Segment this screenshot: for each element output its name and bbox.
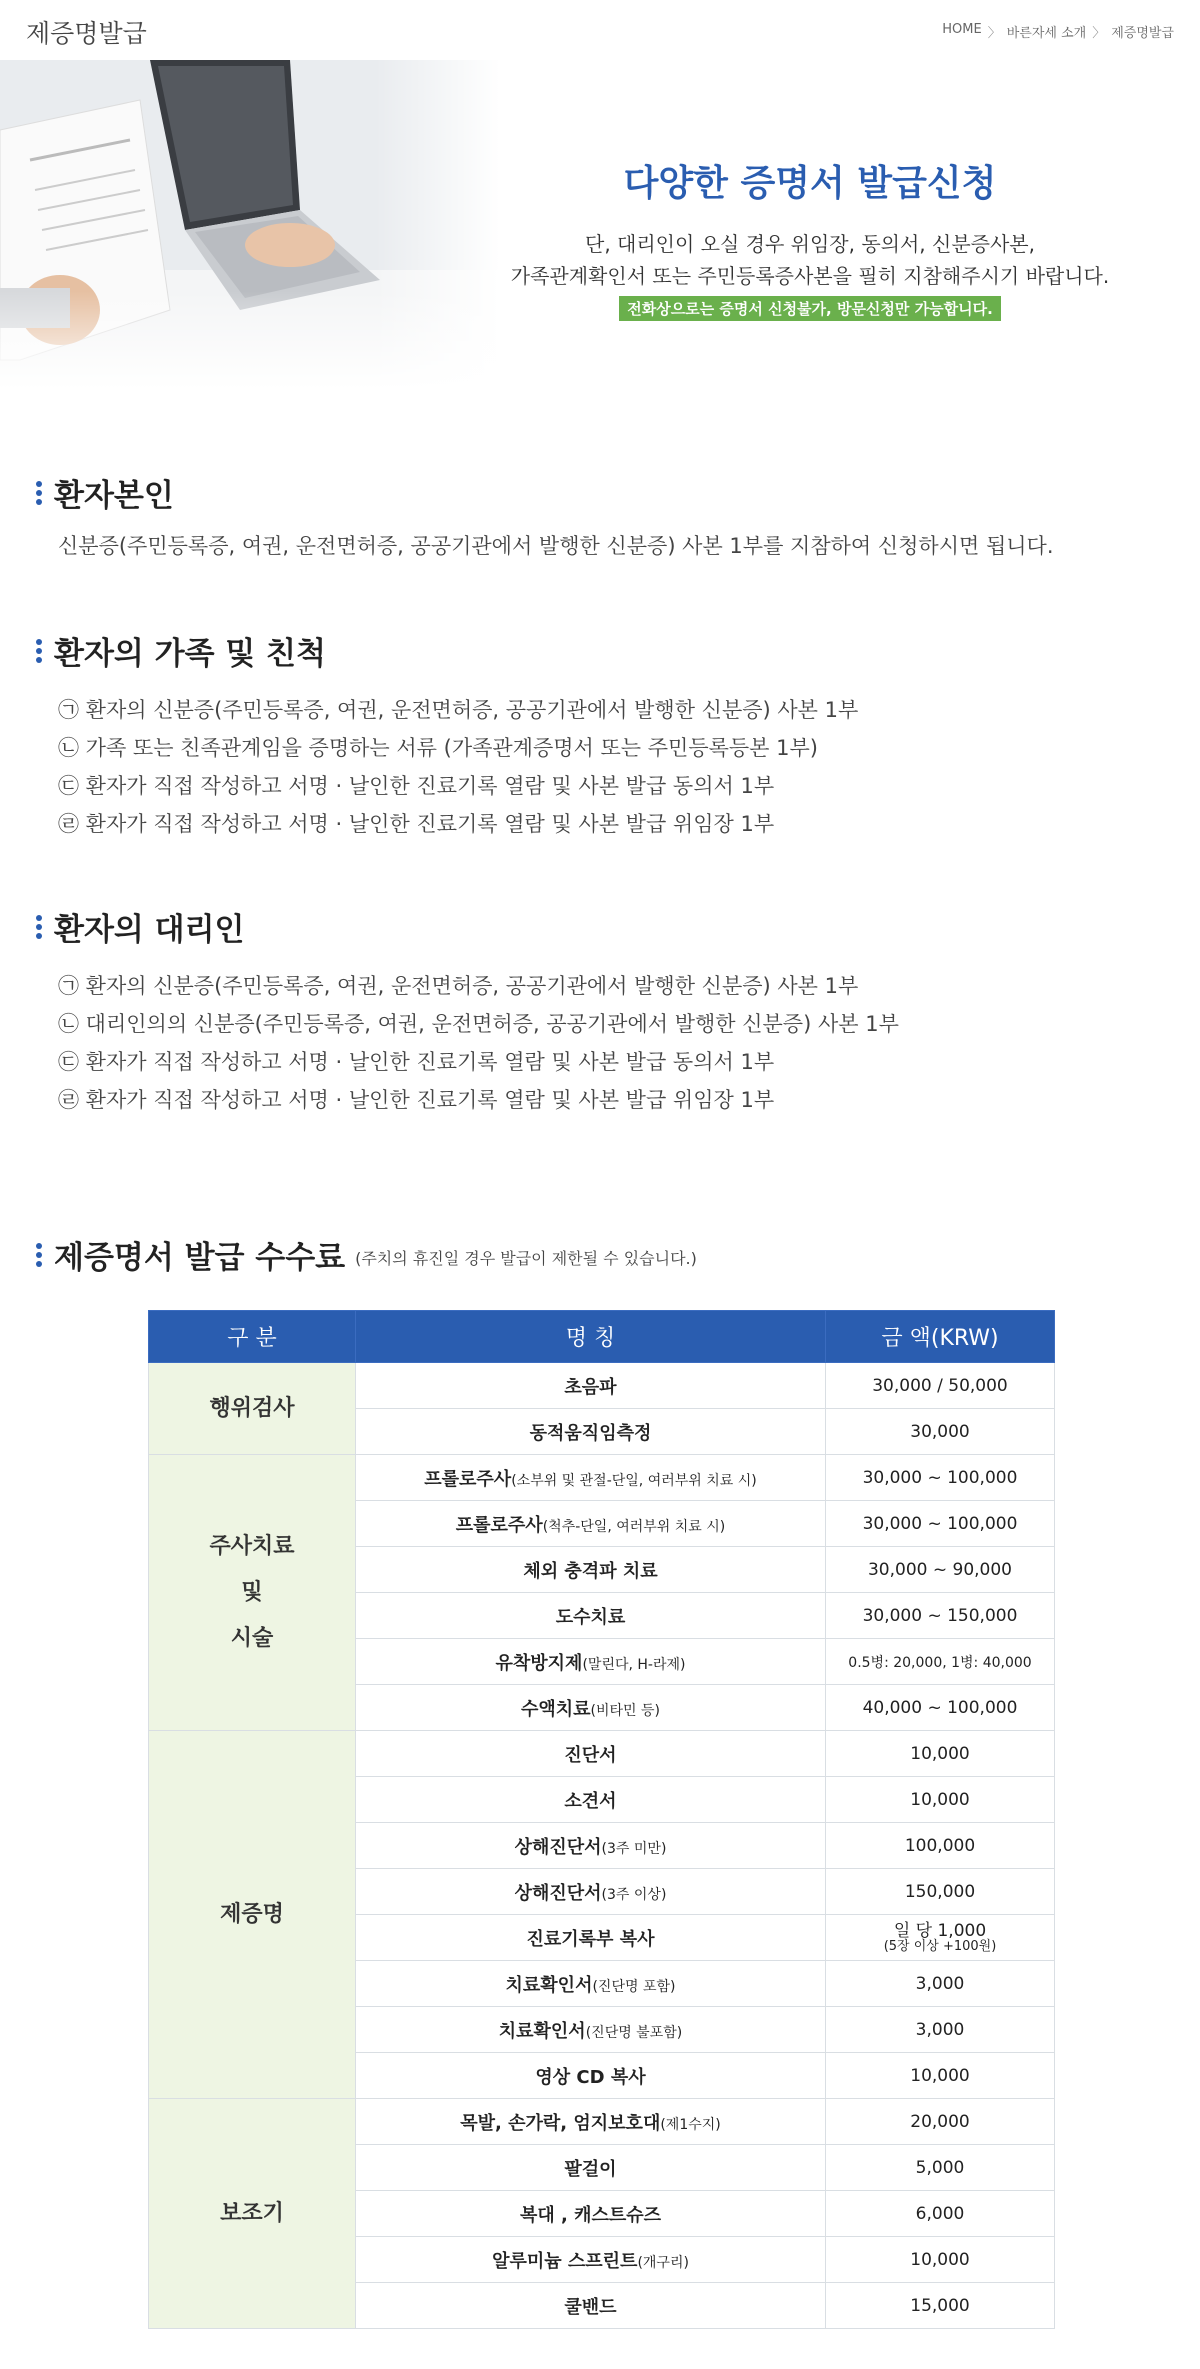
item-name: 쿨밴드 bbox=[564, 2296, 617, 2318]
section-patient-proxy bbox=[36, 904, 1166, 1119]
item-detail: (3주 이상) bbox=[601, 1886, 667, 1903]
item-name: 상해진단서 bbox=[514, 1882, 602, 1904]
item-name-cell bbox=[356, 1501, 826, 1547]
item-name: 도수치료 bbox=[555, 1606, 626, 1628]
price-cell bbox=[826, 1363, 1055, 1409]
price: 5,000 bbox=[915, 2157, 965, 2178]
item-name-cell bbox=[356, 1455, 826, 1501]
item-name: 동적움직임측정 bbox=[529, 1422, 652, 1444]
price-cell bbox=[826, 1915, 1055, 1961]
item-detail: (비타민 등) bbox=[590, 1702, 661, 1719]
price-cell bbox=[826, 2007, 1055, 2053]
price-cell bbox=[826, 1823, 1055, 1869]
requirement-list bbox=[58, 967, 1166, 1119]
column-header-name: 명 칭 bbox=[356, 1311, 826, 1363]
price-cell bbox=[826, 1685, 1055, 1731]
item-name: 유착방지제 bbox=[495, 1652, 583, 1674]
price-cell bbox=[826, 1455, 1055, 1501]
table-row bbox=[149, 1455, 1055, 1501]
price: 20,000 bbox=[910, 2111, 970, 2132]
banner-line-2: 가족관계확인서 또는 주민등록증사본을 필히 지참해주시기 바랍니다. bbox=[510, 264, 1110, 288]
item-name: 체외 충격파 치료 bbox=[523, 1560, 658, 1582]
price: 3,000 bbox=[915, 1973, 965, 1994]
item-name-cell bbox=[356, 1915, 826, 1961]
item-detail: (개구리) bbox=[637, 2254, 689, 2271]
item-name: 팔걸이 bbox=[564, 2158, 617, 2180]
item-name: 프롤로주사 bbox=[455, 1514, 543, 1536]
section-heading: 환자본인 bbox=[54, 478, 174, 514]
price-cell bbox=[826, 1593, 1055, 1639]
item-name-cell bbox=[356, 1593, 826, 1639]
price: 15,000 bbox=[910, 2295, 970, 2316]
price-cell bbox=[826, 2099, 1055, 2145]
category-cell bbox=[149, 1731, 356, 2099]
price: 150,000 bbox=[904, 1881, 976, 1902]
item-name: 초음파 bbox=[564, 1376, 617, 1398]
vertical-dots-icon bbox=[36, 639, 42, 663]
item-name: 수액치료 bbox=[520, 1698, 591, 1720]
category-cell bbox=[149, 2099, 356, 2329]
item-name-cell bbox=[356, 1363, 826, 1409]
item-name: 영상 CD 복사 bbox=[535, 2066, 646, 2088]
category-label: 주사치료 bbox=[209, 1533, 295, 1559]
price-cell bbox=[826, 2145, 1055, 2191]
item-detail: (소부위 및 관절-단일, 여러부위 치료 시) bbox=[511, 1472, 757, 1489]
section-heading: 환자의 가족 및 친척 bbox=[54, 636, 326, 672]
price: 10,000 bbox=[910, 2249, 970, 2270]
price-cell bbox=[826, 1869, 1055, 1915]
item-name: 진료기록부 복사 bbox=[526, 1928, 655, 1950]
item-name-cell bbox=[356, 1777, 826, 1823]
price: 30,000 ~ 90,000 bbox=[867, 1559, 1013, 1580]
price: 6,000 bbox=[915, 2203, 965, 2224]
vertical-dots-icon bbox=[36, 481, 42, 505]
item-name: 소견서 bbox=[564, 1790, 617, 1812]
item-name-cell bbox=[356, 2007, 826, 2053]
price: 30,000 ~ 100,000 bbox=[862, 1513, 1018, 1534]
banner-description bbox=[460, 228, 1160, 292]
price-detail: (5장 이상 +100원) bbox=[883, 1938, 997, 1954]
banner-text bbox=[460, 60, 1160, 321]
column-header-category: 구 분 bbox=[149, 1311, 356, 1363]
price-cell bbox=[826, 1409, 1055, 1455]
price-cell bbox=[826, 1501, 1055, 1547]
fee-note: (주치의 휴진일 경우 발급이 제한될 수 있습니다.) bbox=[355, 1249, 697, 1268]
item-name-cell bbox=[356, 2053, 826, 2099]
table-header-row bbox=[149, 1311, 1055, 1363]
price: 100,000 bbox=[904, 1835, 976, 1856]
page-title: 제증명발급 bbox=[26, 19, 147, 48]
item-name: 치료확인서 bbox=[505, 1974, 593, 1996]
hero-banner bbox=[0, 60, 1200, 390]
item-name: 프롤로주사 bbox=[424, 1468, 512, 1490]
section-patient-self bbox=[36, 470, 1166, 565]
banner-line-1: 단, 대리인이 오실 경우 위임장, 동의서, 신분증사본, bbox=[585, 232, 1035, 256]
fee-table bbox=[148, 1310, 1055, 2329]
item-detail: (말린다, H-라제) bbox=[582, 1656, 686, 1673]
price-cell bbox=[826, 2283, 1055, 2329]
table-row bbox=[149, 1731, 1055, 1777]
section-heading: 환자의 대리인 bbox=[54, 912, 245, 948]
vertical-dots-icon bbox=[36, 1243, 42, 1267]
requirement-list bbox=[58, 691, 1166, 843]
item-name-cell bbox=[356, 1639, 826, 1685]
price: 40,000 ~ 100,000 bbox=[862, 1697, 1018, 1718]
item-name-cell bbox=[356, 2099, 826, 2145]
breadcrumb-home[interactable]: HOME bbox=[942, 22, 982, 37]
price-cell bbox=[826, 1961, 1055, 2007]
item-name-cell bbox=[356, 1869, 826, 1915]
top-bar bbox=[0, 0, 1200, 60]
section-patient-family bbox=[36, 628, 1166, 843]
item-name-cell bbox=[356, 2145, 826, 2191]
price: 0.5병: 20,000, 1병: 40,000 bbox=[848, 1654, 1032, 1671]
price-cell bbox=[826, 1547, 1055, 1593]
price: 30,000 ~ 150,000 bbox=[862, 1605, 1018, 1626]
price: 3,000 bbox=[915, 2019, 965, 2040]
price: 일 당 1,000 bbox=[893, 1920, 987, 1941]
price: 10,000 bbox=[910, 1789, 970, 1810]
visit-only-notice: 전화상으로는 증명서 신청불가, 방문신청만 가능합니다. bbox=[619, 296, 1001, 321]
section-text: 신분증(주민등록증, 여권, 운전면허증, 공공기관에서 발행한 신분증) 사본 1부를 지참하여 신청하시면 됩니다. bbox=[58, 534, 1054, 558]
category-cell bbox=[149, 1455, 356, 1731]
price: 10,000 bbox=[910, 2065, 970, 2086]
fee-table-body bbox=[149, 1363, 1055, 2329]
price: 30,000 ~ 100,000 bbox=[862, 1467, 1018, 1488]
list-item: ㉣ 환자가 직접 작성하고 서명 · 날인한 진료기록 열람 및 사본 발급 위임장 1부 bbox=[58, 1088, 775, 1112]
section-heading: 제증명서 발급 수수료 bbox=[54, 1240, 346, 1276]
list-item: ㉣ 환자가 직접 작성하고 서명 · 날인한 진료기록 열람 및 사본 발급 위임장 1부 bbox=[58, 812, 775, 836]
column-header-amount: 금 액(KRW) bbox=[826, 1311, 1055, 1363]
price-cell bbox=[826, 2053, 1055, 2099]
chevron-right-icon: 〉 bbox=[1092, 26, 1106, 41]
vertical-dots-icon bbox=[36, 915, 42, 939]
price: 10,000 bbox=[910, 1743, 970, 1764]
list-item: ㉠ 환자의 신분증(주민등록증, 여권, 운전면허증, 공공기관에서 발행한 신분증) 사본 1부 bbox=[58, 974, 859, 998]
item-name-cell bbox=[356, 2237, 826, 2283]
item-detail: (제1수지) bbox=[660, 2116, 721, 2133]
category-label: 행위검사 bbox=[209, 1395, 295, 1421]
category-cell bbox=[149, 1363, 356, 1455]
item-name-cell bbox=[356, 2283, 826, 2329]
item-name-cell bbox=[356, 1823, 826, 1869]
chevron-right-icon: 〉 bbox=[987, 26, 1001, 41]
price-cell bbox=[826, 1731, 1055, 1777]
breadcrumb-about[interactable]: 바른자세 소개 bbox=[1006, 26, 1087, 41]
table-row bbox=[149, 1363, 1055, 1409]
item-detail: (척추-단일, 여러부위 치료 시) bbox=[542, 1518, 726, 1535]
laptop-documents-photo bbox=[0, 60, 500, 390]
price: 30,000 bbox=[910, 1421, 970, 1442]
item-name-cell bbox=[356, 1961, 826, 2007]
category-label: 및 bbox=[241, 1579, 263, 1605]
item-name: 복대 , 캐스트슈즈 bbox=[519, 2204, 662, 2226]
item-name-cell bbox=[356, 1409, 826, 1455]
price-cell bbox=[826, 2237, 1055, 2283]
item-name-cell bbox=[356, 2191, 826, 2237]
item-name: 치료확인서 bbox=[498, 2020, 586, 2042]
category-label: 보조기 bbox=[220, 2200, 284, 2226]
item-name: 진단서 bbox=[564, 1744, 617, 1766]
item-name: 목발, 손가락, 엄지보호대 bbox=[460, 2112, 661, 2134]
list-item: ㉠ 환자의 신분증(주민등록증, 여권, 운전면허증, 공공기관에서 발행한 신분증) 사본 1부 bbox=[58, 698, 859, 722]
item-name: 알루미늄 스프린트 bbox=[492, 2250, 638, 2272]
banner-heading: 다양한 증명서 발급신청 bbox=[623, 163, 997, 204]
price: 30,000 / 50,000 bbox=[872, 1375, 1008, 1396]
price-cell bbox=[826, 2191, 1055, 2237]
item-name: 상해진단서 bbox=[514, 1836, 602, 1858]
breadcrumb bbox=[942, 22, 1174, 41]
breadcrumb-current: 제증명발급 bbox=[1111, 26, 1174, 41]
list-item: ㉡ 가족 또는 친족관계임을 증명하는 서류 (가족관계증명서 또는 주민등록등본 1부) bbox=[58, 736, 818, 760]
price-cell bbox=[826, 1777, 1055, 1823]
item-detail: (3주 미만) bbox=[601, 1840, 667, 1857]
item-name-cell bbox=[356, 1731, 826, 1777]
item-detail: (진단명 불포함) bbox=[585, 2024, 683, 2041]
item-name-cell bbox=[356, 1685, 826, 1731]
item-detail: (진단명 포함) bbox=[592, 1978, 676, 1995]
item-name-cell bbox=[356, 1547, 826, 1593]
list-item: ㉢ 환자가 직접 작성하고 서명 · 날인한 진료기록 열람 및 사본 발급 동의서 1부 bbox=[58, 774, 775, 798]
price-cell bbox=[826, 1639, 1055, 1685]
category-label: 시술 bbox=[230, 1625, 274, 1651]
section-fees bbox=[36, 1232, 1166, 1277]
list-item: ㉡ 대리인의의 신분증(주민등록증, 여권, 운전면허증, 공공기관에서 발행한 신분증) 사본 1부 bbox=[58, 1012, 899, 1036]
list-item: ㉢ 환자가 직접 작성하고 서명 · 날인한 진료기록 열람 및 사본 발급 동의서 1부 bbox=[58, 1050, 775, 1074]
category-label: 제증명 bbox=[220, 1901, 284, 1927]
table-row bbox=[149, 2099, 1055, 2145]
